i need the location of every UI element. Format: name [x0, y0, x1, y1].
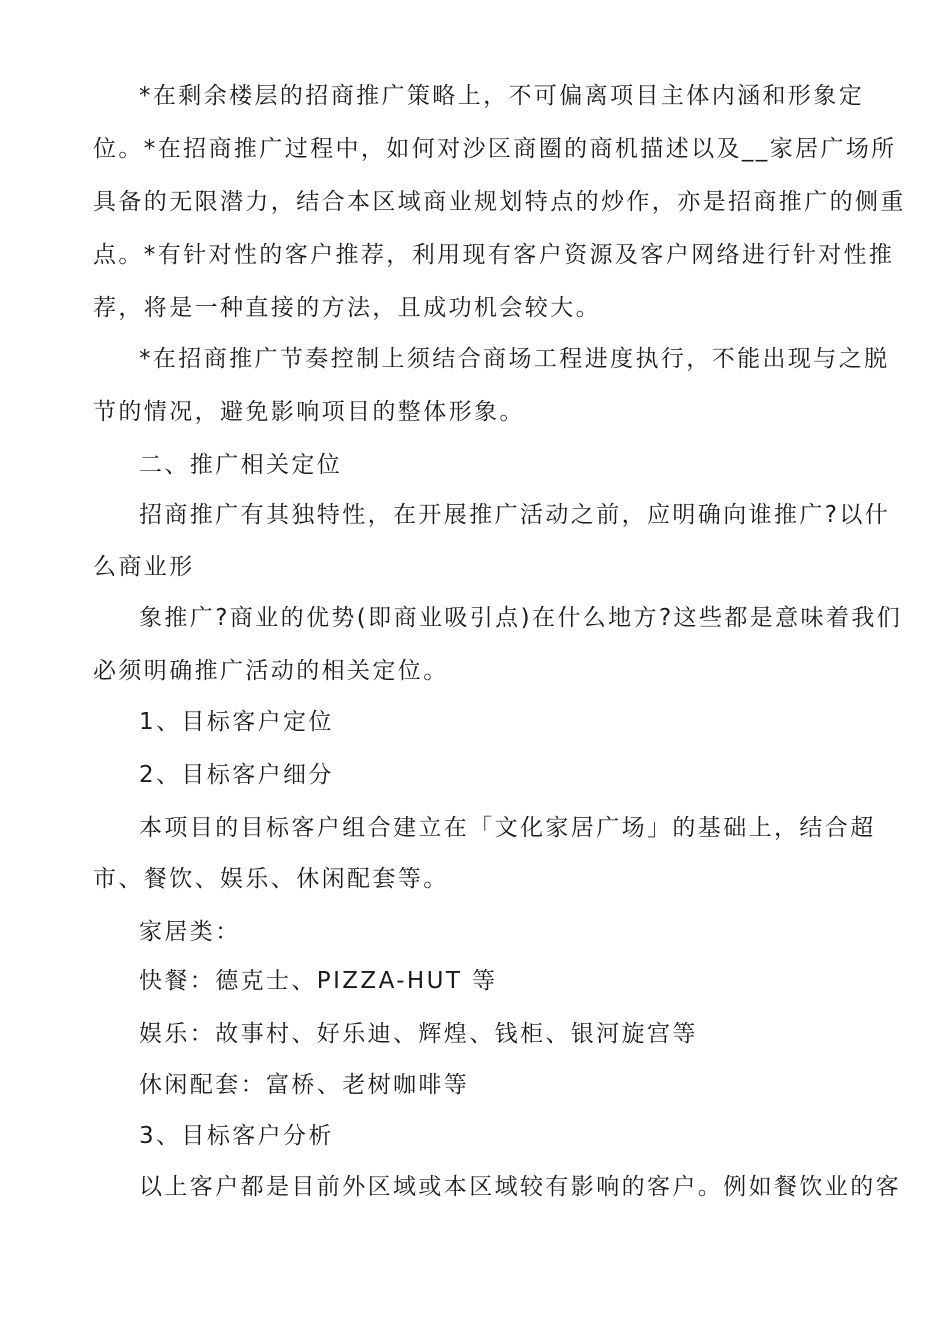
- text-line: 荐，将是一种直接的方法，且成功机会较大。: [93, 295, 601, 321]
- text-line: 市、餐饮、娱乐、休闲配套等。: [93, 866, 449, 892]
- text-line: 节的情况，避免影响项目的整体形象。: [93, 399, 525, 425]
- text-line: 点。*有针对性的客户推荐，利用现有客户资源及客户网络进行针对性推: [93, 242, 895, 268]
- text-line: 以上客户都是目前外区域或本区域较有影响的客户。例如餐饮业的客: [139, 1174, 901, 1200]
- list-item: 快餐：德克士、PIZZA-HUT 等: [139, 968, 498, 994]
- section-heading: 二、推广相关定位: [139, 452, 343, 478]
- subsection-heading: 1、目标客户定位: [139, 709, 334, 735]
- text-line: 招商推广有其独特性，在开展推广活动之前，应明确向谁推广?以什: [139, 502, 891, 528]
- list-item: 家居类：: [139, 919, 241, 945]
- text-line: 必须明确推广活动的相关定位。: [93, 658, 449, 684]
- text-line: 么商业形: [93, 554, 195, 580]
- text-line: 象推广?商业的优势(即商业吸引点)在什么地方?这些都是意味着我们: [139, 605, 903, 631]
- text-line: *在招商推广节奏控制上须结合商场工程进度执行，不能出现与之脱: [139, 346, 890, 372]
- list-item: 娱乐：故事村、好乐迪、辉煌、钱柜、银河旋宫等: [139, 1021, 698, 1047]
- text-line: 具备的无限潜力，结合本区域商业规划特点的炒作，亦是招商推广的侧重: [93, 189, 906, 215]
- text-line: 位。*在招商推广过程中，如何对沙区商圈的商机描述以及__家居广场所: [93, 136, 897, 162]
- subsection-heading: 3、目标客户分析: [139, 1123, 334, 1149]
- subsection-heading: 2、目标客户细分: [139, 762, 334, 788]
- list-item: 休闲配套：富桥、老树咖啡等: [139, 1072, 470, 1098]
- text-line: 本项目的目标客户组合建立在「文化家居广场」的基础上，结合超: [139, 815, 876, 841]
- text-line: *在剩余楼层的招商推广策略上，不可偏离项目主体内涵和形象定: [139, 83, 865, 109]
